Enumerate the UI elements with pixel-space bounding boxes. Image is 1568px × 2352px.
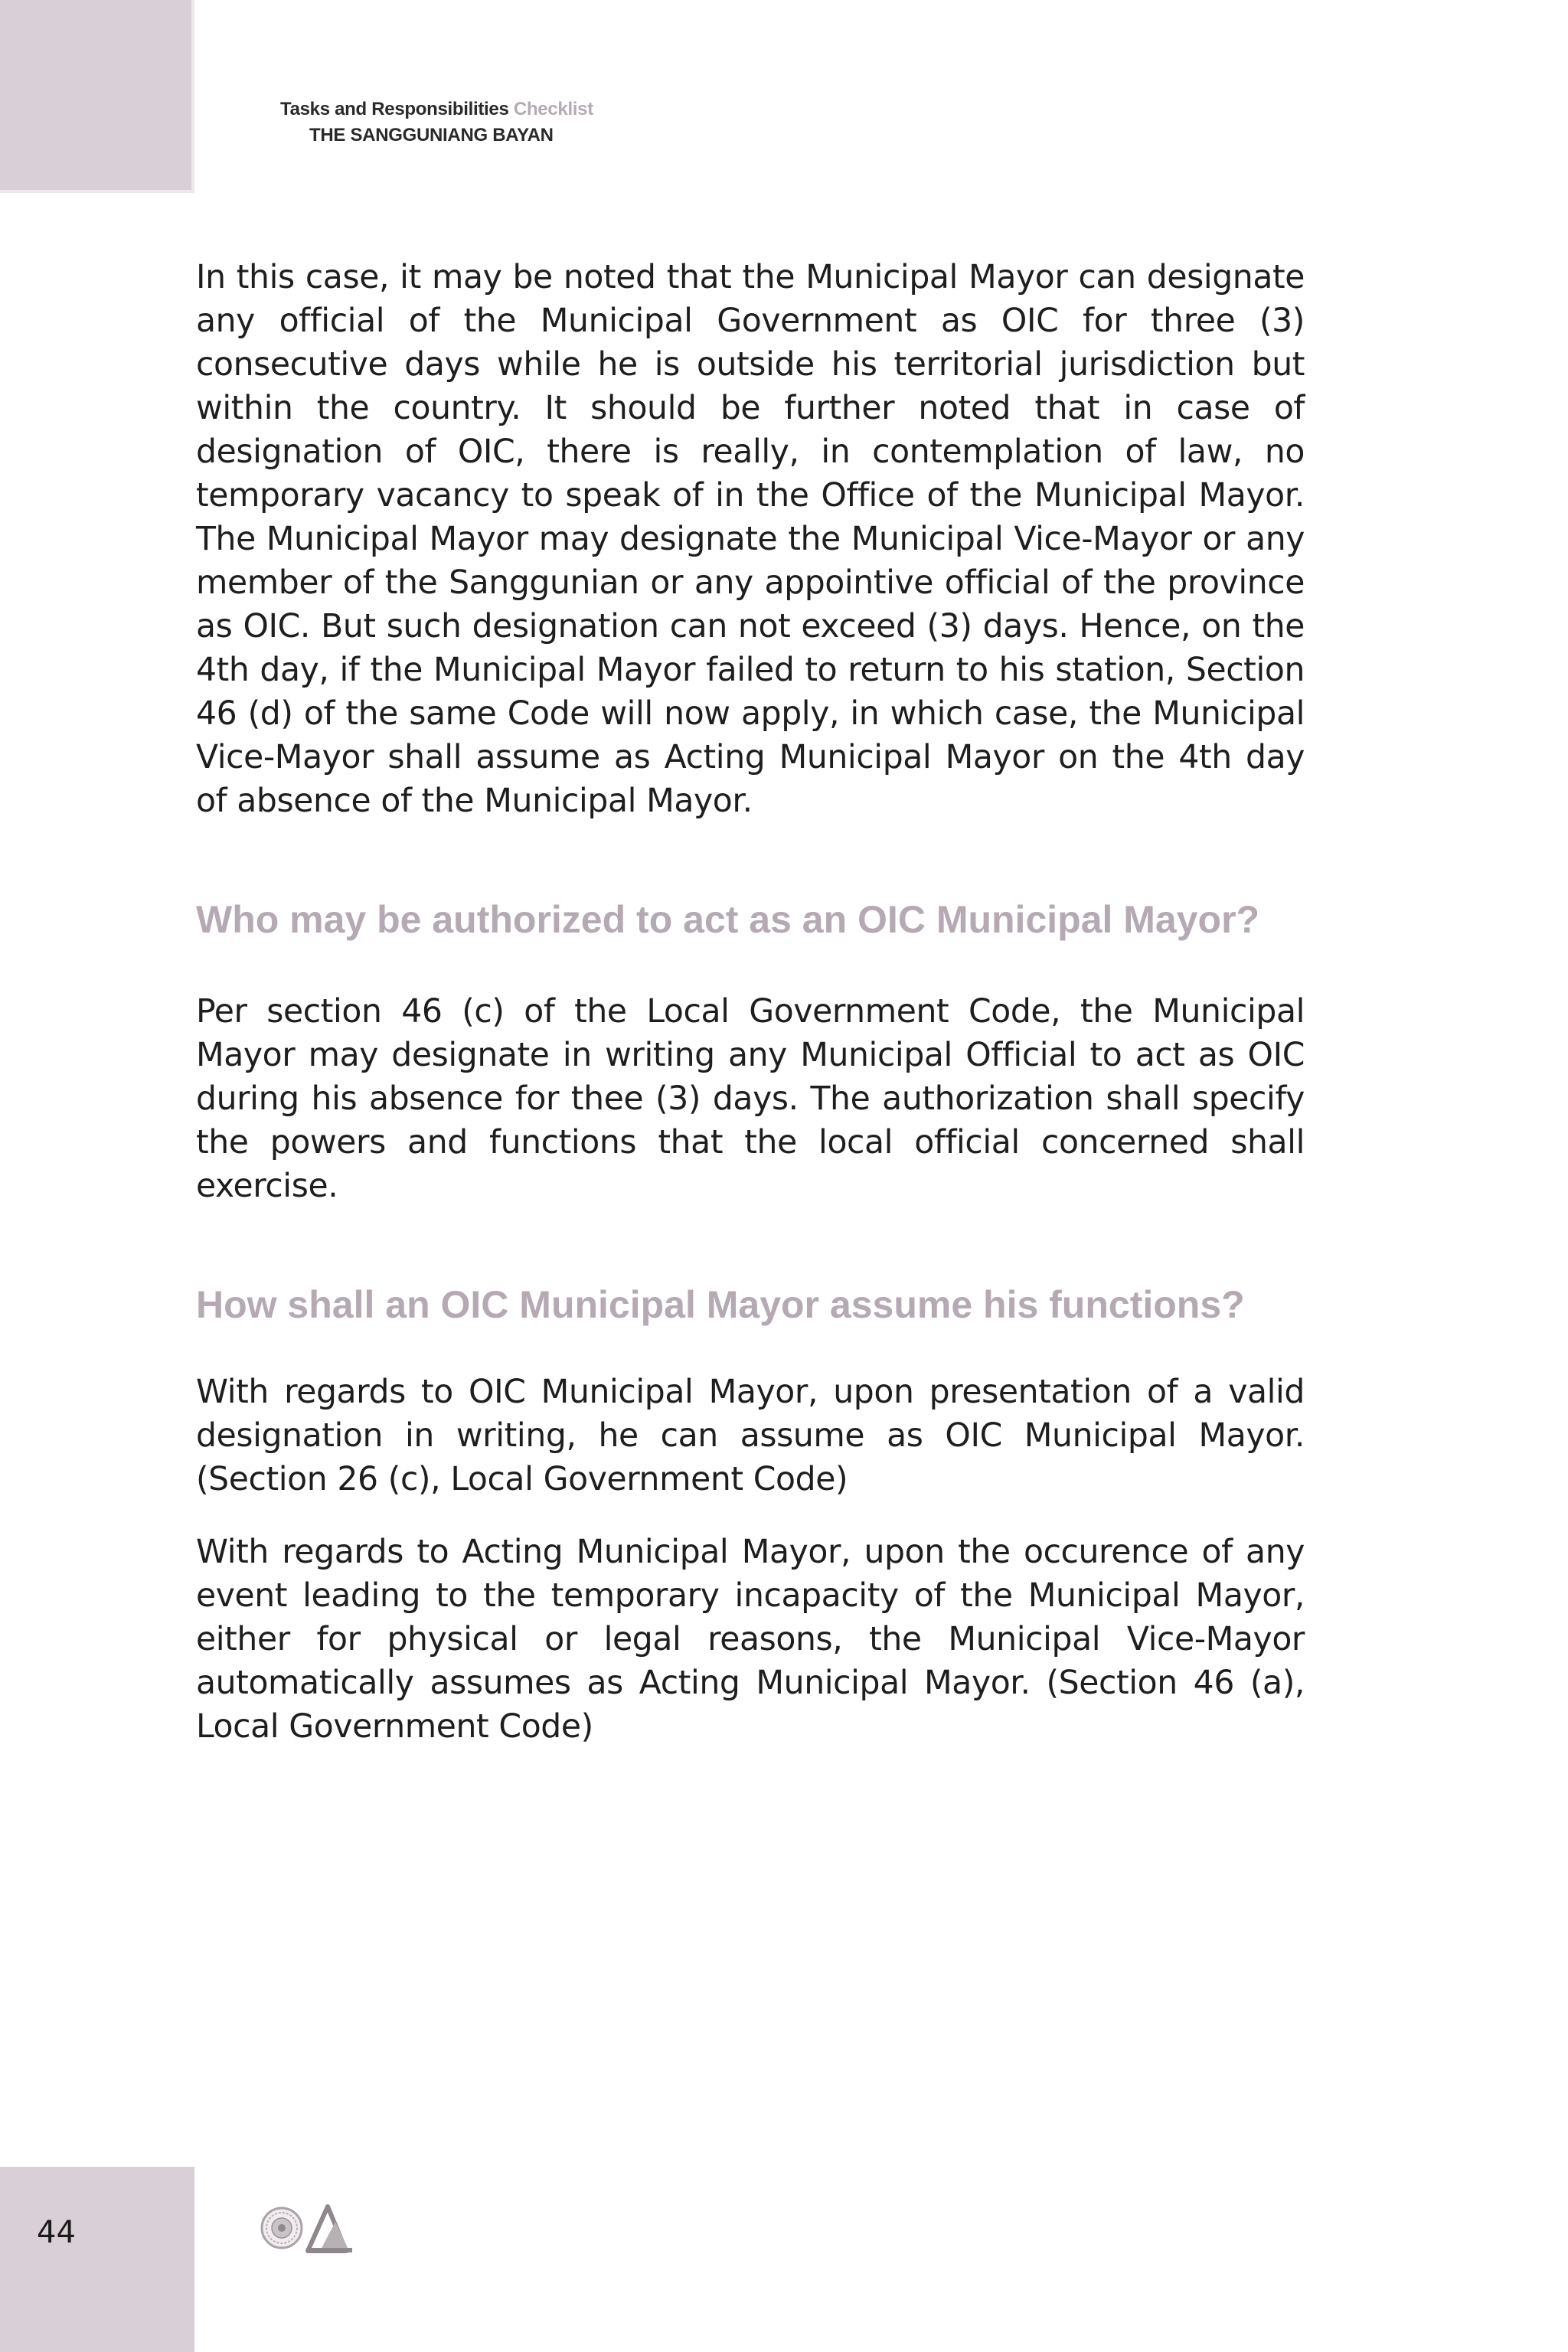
- seal-logo-icon: [262, 2208, 302, 2248]
- footer-logos: [260, 2197, 375, 2259]
- header-title-accent: Checklist: [513, 99, 593, 119]
- header-title-line: [280, 96, 593, 122]
- lga-logo-icon: [306, 2207, 352, 2252]
- paragraph-oic-assumption: With regards to OIC Municipal Mayor, upon presentation of a valid designation in writing, he can assume as OIC Municipal Mayor. (Section 26 (c), Local Government Code): [196, 1374, 1305, 1498]
- header-title: Tasks and Responsibilities: [280, 99, 509, 119]
- page-content: [196, 256, 1305, 1749]
- paragraph-acting-mayor-assumption: With regards to Acting Municipal Mayor, upon the occurence of any event leading to the temporary incapacity of the Municipal Mayor, either for physical or legal reasons, the Municipal Vice-Mayor automatically assumes as Acting Municipal Mayor. (Section 46 (a), Local Government Code): [196, 1534, 1305, 1746]
- question-heading-who-may-be-authorized: Who may be authorized to act as an OIC Municipal Mayor?: [196, 898, 1260, 941]
- header-subtitle: THE SANGGUNIANG BAYAN: [309, 125, 554, 145]
- top-corner-block: [0, 0, 194, 193]
- bottom-corner-block: [0, 2167, 194, 2352]
- running-header: [280, 96, 593, 149]
- question-heading-how-shall-oic-assume: How shall an OIC Municipal Mayor assume his functions?: [196, 1283, 1245, 1326]
- page-number: 44: [37, 2215, 76, 2250]
- paragraph-section-46c: Per section 46 (c) of the Local Government Code, the Municipal Mayor may designate in writing any Municipal Official to act as OIC during his absence for thee (3) days. The authorization shall specify the powers and functions that the local official concerned shall exercise.: [196, 993, 1305, 1205]
- paragraph-oic-designation: In this case, it may be noted that the Municipal Mayor can designate any official of the Municipal Government as OIC for three (3) consecutive days while he is outside his territorial jurisdiction but within the country. It should be further noted that in case of designation of OIC, there is really, in contemplation of law, no temporary vacancy to speak of in the Office of the Municipal Mayor. The Municipal Mayor may designate the Municipal Vice-Mayor or any member of the Sanggunian or any appointive official of the province as OIC. But such designation can not exceed (3) days. Hence, on the 4th day, if the Municipal Mayor failed to return to his station, Section 46 (d) of the same Code will now apply, in which case, the Municipal Vice-Mayor shall assume as Acting Municipal Mayor on the 4th day of absence of the Municipal Mayor.: [196, 259, 1305, 820]
